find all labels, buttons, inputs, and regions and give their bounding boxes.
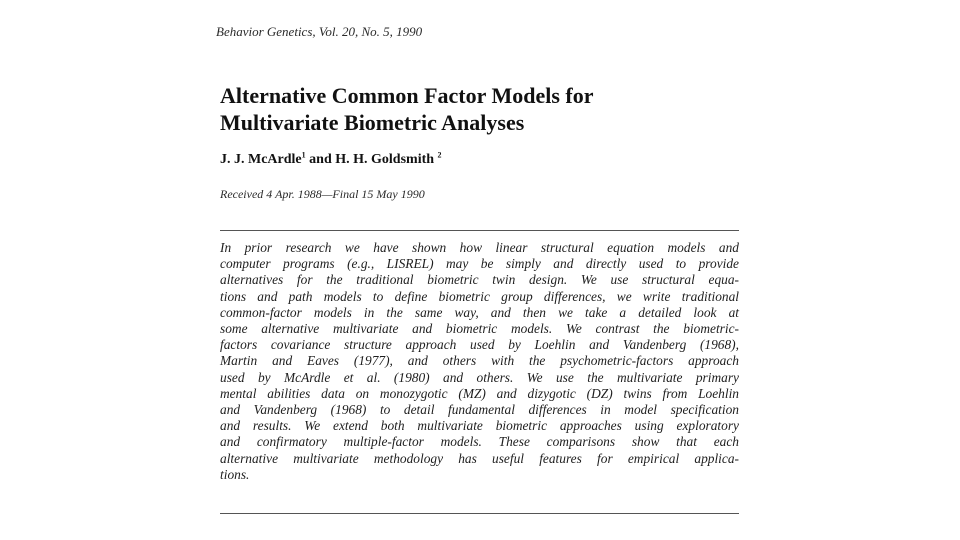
abstract-line: alternatives for the traditional biometric twin design. We use structural equa- [220,272,739,288]
affiliation-marker: 2 [437,150,442,160]
affiliation-marker: 1 [301,150,306,160]
abstract-line: mental abilities data on monozygotic (MZ) and dizygotic (DZ) twins from Loehlin [220,385,739,401]
title-line-1: Alternative Common Factor Models for [220,83,594,108]
abstract-line: tions. [220,466,250,482]
abstract-line: In prior research we have shown how linear structural equation models and [220,240,739,255]
abstract-top-rule [220,230,739,231]
abstract-line: used by McArdle et al. (1980) and others. We use the multivariate primary [220,369,739,385]
abstract-line: factors covariance structure approach used by Loehlin and Vandenberg (1968), [220,337,739,353]
abstract-line: common-factor models in the same way, and then we take a detailed look at [220,304,739,320]
author-name: J. J. McArdle [220,152,302,167]
journal-citation: Behavior Genetics, Vol. 20, No. 5, 1990 [216,24,423,39]
title-line-2: Multivariate Biometric Analyses [220,110,525,135]
received-dates: Received 4 Apr. 1988—Final 15 May 1990 [220,187,425,201]
article-title [220,82,780,136]
abstract-line: computer programs (e.g., LISREL) may be simply and directly used to provide [220,256,739,272]
abstract-line: and Vandenberg (1968) to detail fundamental differences in model specification [220,402,739,418]
author-name: H. H. Goldsmith [335,152,435,167]
author-list [220,152,442,168]
abstract-line: some alternative multivariate and biometric models. We contrast the biometric- [220,321,739,337]
abstract-line: tions and path models to define biometric group differences, we write traditional [220,288,739,304]
abstract-line: and confirmatory multiple-factor models. These comparisons show that each [220,434,739,450]
abstract [220,240,739,483]
abstract-line: and results. We extend both multivariate biometric approaches using exploratory [220,418,739,434]
author-conjunction: and [305,152,336,167]
abstract-bottom-rule [220,513,739,514]
abstract-line: alternative multivariate methodology has useful features for empirical applica- [220,450,739,466]
abstract-line: Martin and Eaves (1977), and others with the psychometric-factors approach [220,353,739,369]
